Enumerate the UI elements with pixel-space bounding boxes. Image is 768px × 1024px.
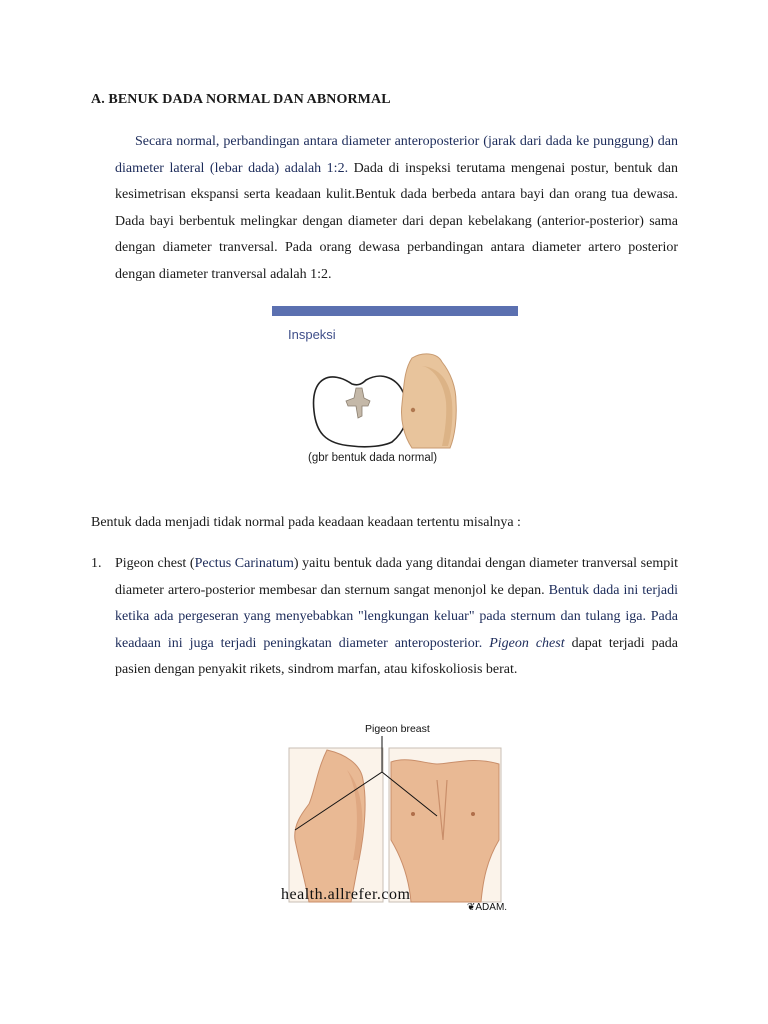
abnormal-intro-text: Bentuk dada menjadi tidak normal pada keadaan keadaan tertentu misalnya : — [91, 515, 521, 530]
item-italic-term: Pigeon chest — [489, 635, 565, 651]
nipple-mark — [411, 408, 415, 412]
paragraph-ratio-sentence: Secara normal, perbandingan antara diameter anteroposterior (jarak dari dada ke punggung) dan diameter lateral (lebar dada) adalah 1:2. — [115, 134, 678, 176]
figure-title: Inspeksi — [288, 327, 336, 342]
paragraph-normal-chest — [115, 129, 678, 288]
chest-illustration — [272, 306, 520, 476]
list-item-number: 1. — [91, 556, 102, 571]
item-text-1: ) yaitu bentuk dada yang ditandai dengan diameter tranversal sempit diameter artero-posterior membesar dan sternum sangat menonjol ke depan. — [115, 556, 678, 598]
left-nipple — [411, 812, 415, 816]
item-lead: Pigeon chest ( — [115, 556, 195, 571]
figure-source: health.allrefer.com — [281, 886, 411, 903]
figure-caption: (gbr bentuk dada normal) — [308, 452, 438, 464]
adam-logo: ❦ADAM. — [467, 902, 508, 913]
item-text-2: dapat terjadi pada pasien dengan penyakit rikets, sindrom marfan, atau kifoskoliosis berat. — [115, 635, 679, 677]
right-nipple — [471, 812, 475, 816]
paragraph-inspection-text: Dada di inspeksi terutama mengenai postur, bentuk dan kesimetrisan ekspansi serta keadaan kulit.Bentuk dada berbeda antara bayi dan orang tua dewasa. Dada bayi berbentuk melingkar dengan diameter dari depan kebelakang (anterior-posterior) sama dengan diameter tranversal. Pada orang dewasa perbandingan antara diameter artero posterior dengan diameter tranversal adalah 1:2. — [115, 160, 678, 282]
item-term: Pectus Carinatum — [194, 556, 294, 571]
figure-normal-chest — [272, 306, 520, 476]
section-heading: A. BENUK DADA NORMAL DAN ABNORMAL — [91, 92, 391, 107]
list-item-pigeon-chest — [115, 551, 678, 684]
front-view-torso — [391, 760, 499, 902]
item-dark-text: Bentuk dada ini terjadi ketika ada pergeseran yang menyebabkan "lengkungan keluar" pada sternum dan tulang iga. Pada keadaan ini juga terjadi peningkatan diameter anteroposterior. — [115, 582, 678, 651]
figure-label: Pigeon breast — [365, 723, 430, 735]
figure-pigeon-breast — [281, 720, 517, 920]
